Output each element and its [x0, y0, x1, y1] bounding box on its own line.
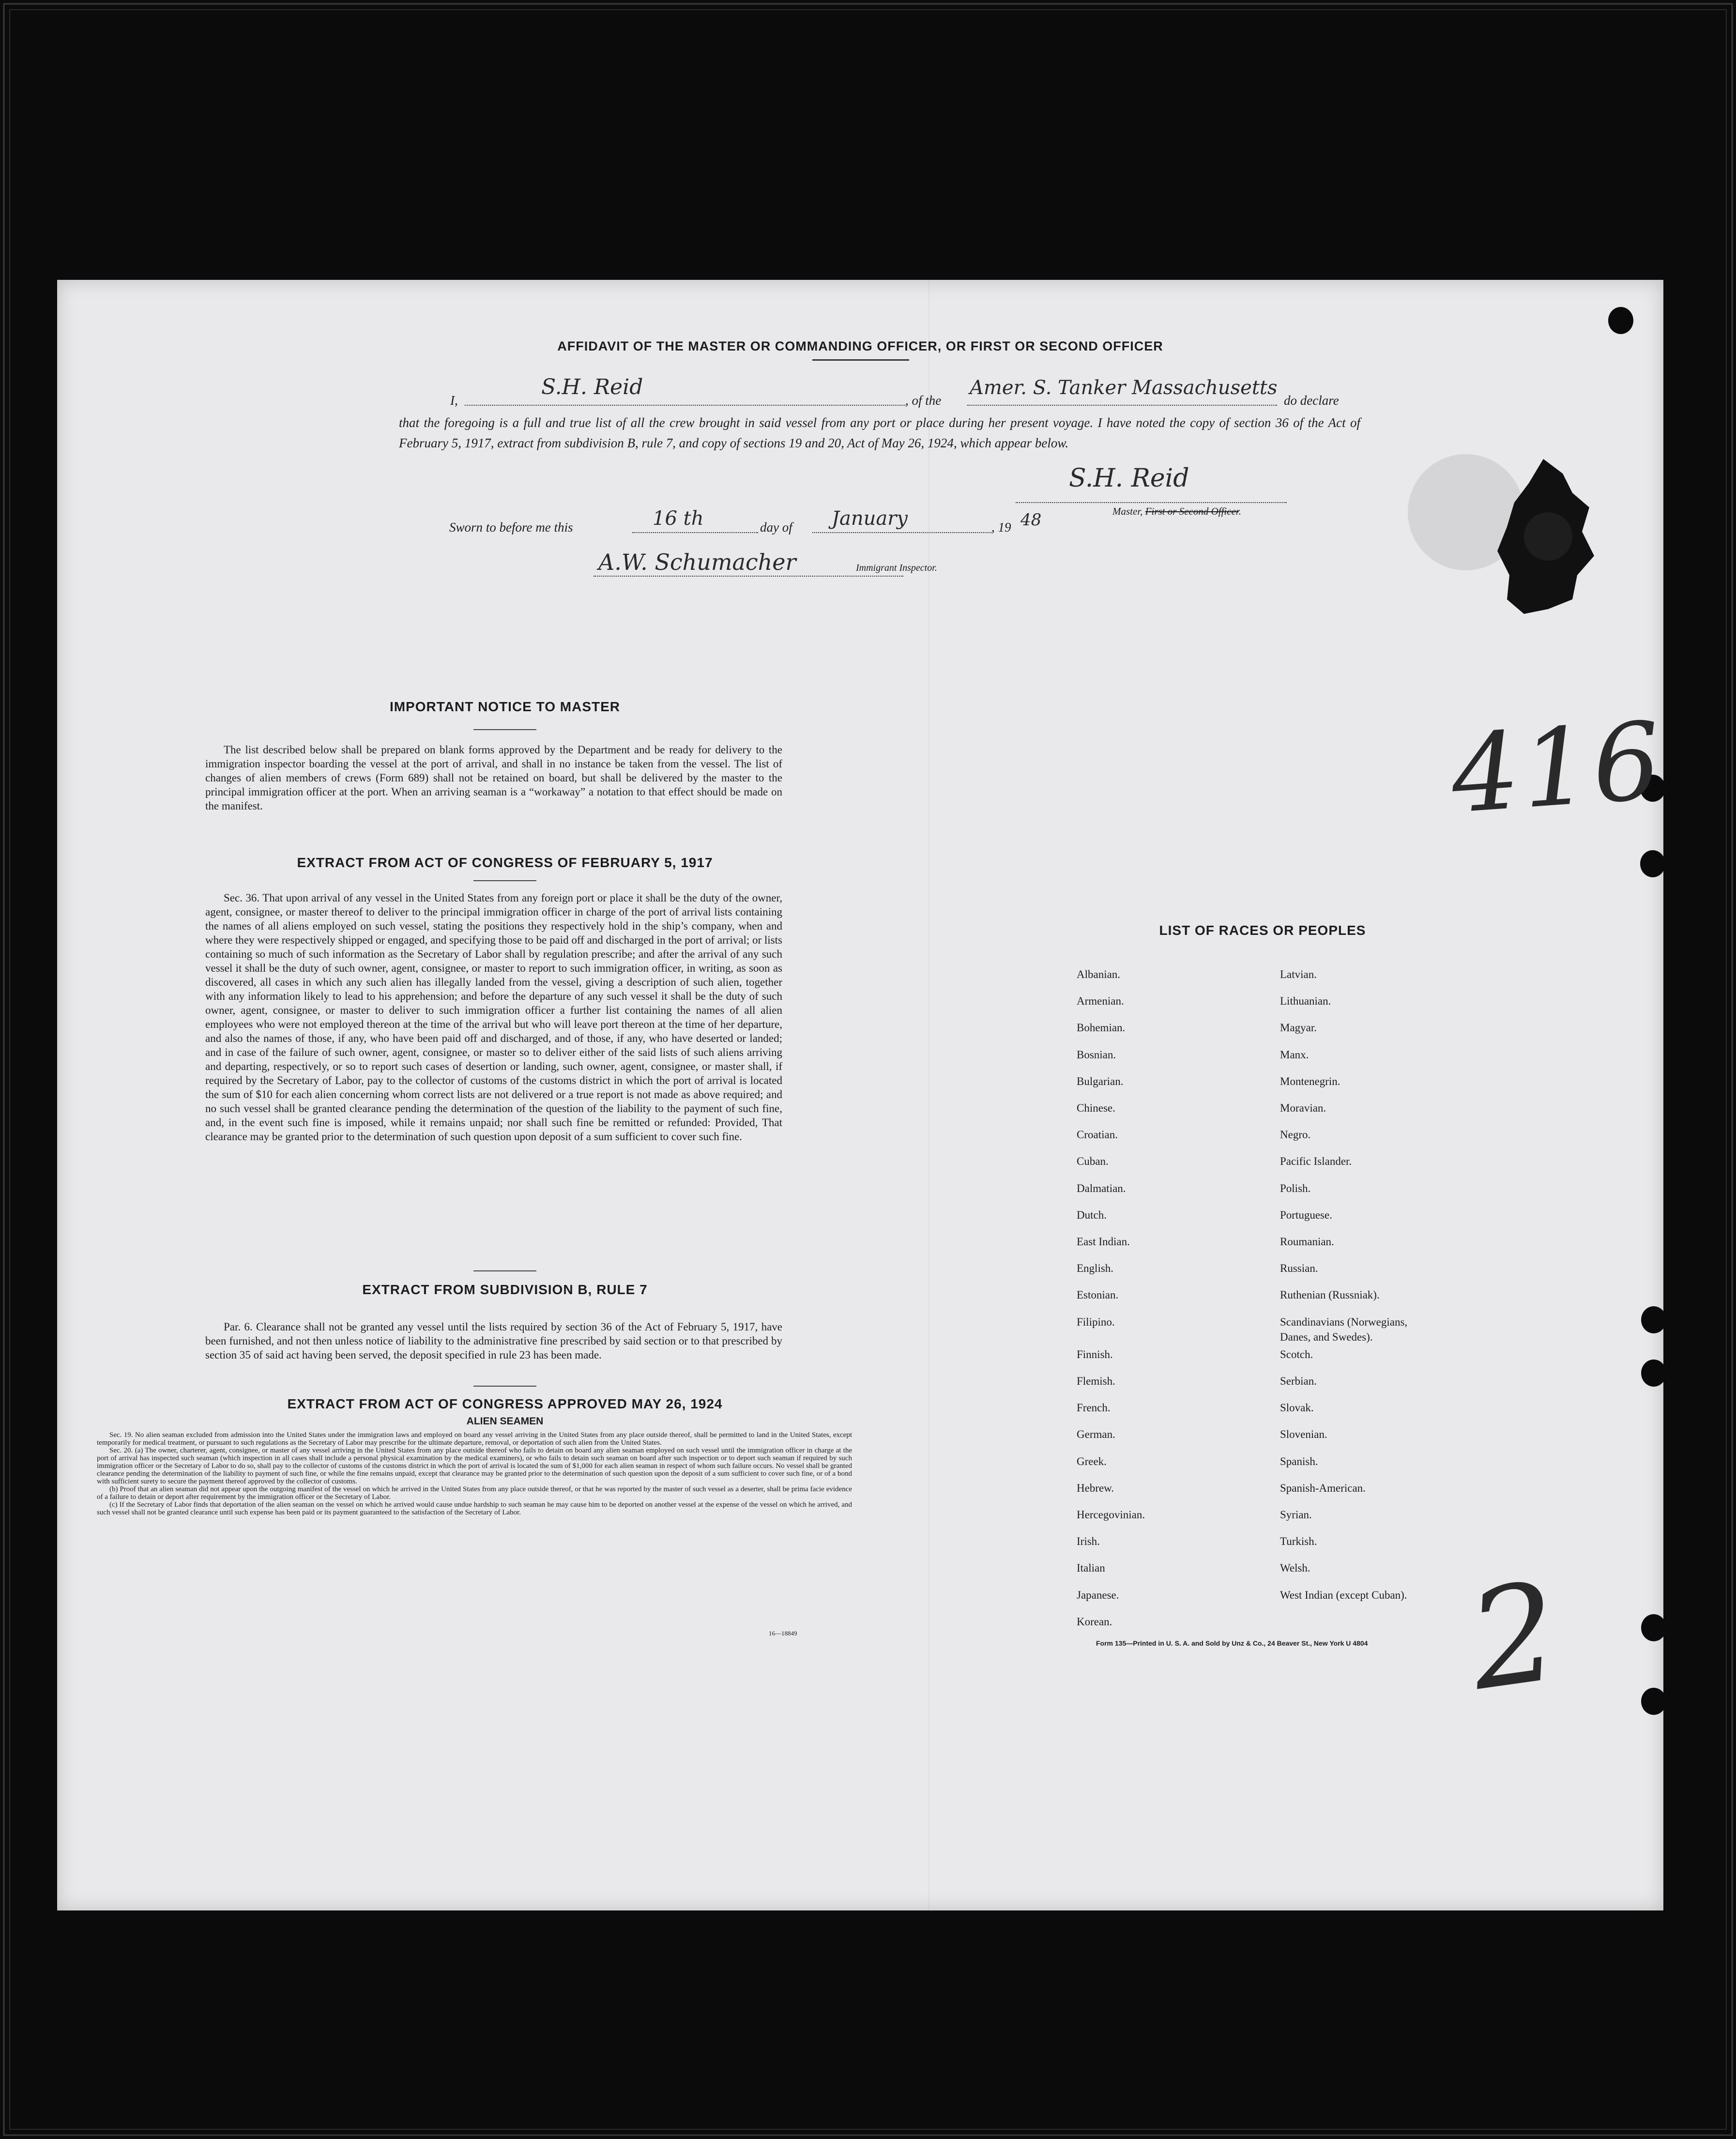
- sec-19-paragraph: Sec. 19. No alien seaman excluded from admission into the United States under the immigration laws and employed on board any vessel arriving in the United States from any place outside thereof, shall be permitted to land in the United States, except temporarily for medical treatment, or pursuant to such regulations as the Secretary of Labor may prescribe for the ultimate departure, removal, or deportation of such alien from the United States.: [97, 1431, 852, 1447]
- race-item: Negro.: [1280, 1129, 1311, 1141]
- affidavit-body: that the foregoing is a full and true list of all the crew brought in said vessel from any port or place during her present voyage. I have noted the copy of section 36 of the Act of February 5, 1917, extract from subdivision B, rule 7, and copy of sections 19 and 20, Act of May 26, 1924, which appear below.: [399, 415, 1360, 450]
- day-of-label: day of: [760, 520, 792, 535]
- race-item: Danes, and Swedes).: [1280, 1330, 1373, 1343]
- race-item: Dalmatian.: [1077, 1182, 1126, 1194]
- race-item: Magyar.: [1280, 1022, 1317, 1034]
- race-item: East Indian.: [1077, 1236, 1130, 1248]
- title-underline: [812, 359, 909, 361]
- race-item: Welsh.: [1280, 1562, 1310, 1574]
- race-item: Manx.: [1280, 1048, 1309, 1061]
- master-name-handwritten: S.H. Reid: [541, 375, 643, 399]
- race-item: Italian: [1077, 1562, 1105, 1574]
- race-item: Cuban.: [1077, 1155, 1109, 1168]
- race-item: Pacific Islander.: [1280, 1155, 1352, 1168]
- punch-hole: [1608, 307, 1633, 334]
- vessel-name-handwritten: Amer. S. Tanker Massachusetts: [970, 377, 1278, 399]
- race-item: Moravian.: [1280, 1102, 1326, 1114]
- extract-1917-body: Sec. 36. That upon arrival of any vessel in the United States from any foreign port or place it shall be the duty of the owner, agent, consignee, or master thereof to deliver to the principal immigration officer in charge of the port of arrival lists containing the names of all aliens employed on such vessel, stating the positions they respectively hold in the ship’s company, when and where they were respectively shipped or engaged, and specifying those to be paid off and discharged in the port of arrival; or lists containing so much of such information as the Secretary of Labor shall by regulation prescribe; and after the arrival of any such vessel it shall be the duty of such owner, agent, consignee, or master to report to such immigration officer, in writing, as soon as discovered, all cases in which any such alien has illegally landed from the vessel, giving a description of such alien, together with any information likely to lead to his apprehension; and before the departure of any such vessel it shall be the duty of such owner, agent, consignee, or master to deliver to such immigration officer a further list containing the names of all alien employees who were not employed thereon at the time of the arrival but who will leave port thereon at the time of her departure, and also the names of those, if any, who have been paid off and discharged, and of those, if any, who have deserted or landed; and in case of the failure of such owner, agent, consignee, or master so to deliver either of the said lists of such aliens arriving and departing, respectively, or so to report such cases of desertion or landing, such owner, agent, consignee, or master shall, if required by the Secretary of Labor, pay to the collector of customs of the customs district in which the port of arrival is located the sum of $10 for each alien concerning whom correct lists are not delivered or a true report is not made as above required; and no such vessel shall be granted clearance pending the determination of the question of the liability to the payment of such fine, and, in the event such fine is imposed, while it remains unpaid; nor shall such fine be remitted or refunded: Provided, That clearance may be granted prior to the determination of such question upon deposit of a sum sufficient to cover such fine.: [205, 892, 782, 1143]
- signature-title: [1112, 505, 1241, 518]
- race-item: Montenegrin.: [1280, 1075, 1340, 1087]
- sworn-month-line: [812, 531, 991, 533]
- handwritten-page-number: 416: [1447, 699, 1668, 837]
- races-title: LIST OF RACES OR PEOPLES: [1159, 923, 1366, 938]
- sworn-prefix: Sworn to before me this: [449, 520, 573, 535]
- race-item: Dutch.: [1077, 1208, 1107, 1221]
- race-item: Spanish-American.: [1280, 1482, 1366, 1494]
- race-item: Turkish.: [1280, 1535, 1317, 1548]
- extract-1924-body: [97, 1431, 852, 1516]
- inspector-title: Immigrant Inspector.: [856, 563, 937, 573]
- inspector-signature: A.W. Schumacher: [598, 549, 796, 575]
- sworn-day-line: [632, 531, 758, 533]
- race-item: Slovenian.: [1280, 1428, 1327, 1441]
- sec-20c-paragraph: (c) If the Secretary of Labor finds that deportation of the alien seaman on the vessel on which he arrived would cause undue hardship to such seaman he may cause him to be deported on another vessel at the expense of the vessel on which he arrived, and such vessel shall not be granted clearance until such expense has been paid or its payment guaranteed to the satisfaction of the Secretary of Labor.: [97, 1501, 852, 1516]
- sec-20b-paragraph: (b) Proof that an alien seaman did not appear upon the outgoing manifest of the vessel on which he arrived in the United States from any place outside thereof, or that he was reported by the master of such vessel as a deserter, shall be prima facie evidence of a failure to detain or deport after requirement by the immigration officer or the Secretary of Labor.: [97, 1485, 852, 1501]
- race-item: Flemish.: [1077, 1375, 1115, 1387]
- race-item: Armenian.: [1077, 995, 1124, 1008]
- document-sheet: [57, 280, 1668, 1910]
- alien-seamen-subtitle: ALIEN SEAMEN: [466, 1416, 544, 1427]
- title-end: .: [1238, 505, 1241, 517]
- race-item: Filipino.: [1077, 1315, 1115, 1328]
- race-item: Croatian.: [1077, 1129, 1118, 1141]
- declarant-prefix: I,: [450, 393, 458, 408]
- sec-20a-paragraph: Sec. 20. (a) The owner, charterer, agent, consignee, or master of any vessel arriving in the United States from any place outside thereof who fails to detain on board any alien seaman employed on such vessel until the immigration officer in charge at the port of arrival has inspected such seaman (which inspection in all cases shall include a personal physical examination by the medical examiners), or who fails to detain such seaman on board after such inspection or to deport such seaman if required by such immigration officer or the Secretary of Labor to do so, shall pay to the collector of customs of the customs district in which the port of arrival is located the sum of $1,000 for each alien seaman in respect of whom such failure occurs. No vessel shall be granted clearance pending the determination of the liability to payment of such fine, or while the fine remains unpaid, except that clearance may be granted prior to the determination of such question upon the deposit of a sum sufficient to cover such fine, or of a bond with sufficient surety to secure the payment thereof approved by the collector of customs.: [97, 1447, 852, 1485]
- race-item: Korean.: [1077, 1615, 1112, 1628]
- master-signature: S.H. Reid: [1069, 464, 1189, 493]
- subdivision-b-title: EXTRACT FROM SUBDIVISION B, RULE 7: [362, 1282, 648, 1297]
- divider: [473, 729, 536, 730]
- race-item: English.: [1077, 1262, 1114, 1275]
- race-item: Slovak.: [1280, 1402, 1314, 1414]
- affidavit-title: AFFIDAVIT OF THE MASTER OR COMMANDING OFFICER, OR FIRST OR SECOND OFFICER: [557, 339, 1163, 353]
- race-item: Bohemian.: [1077, 1022, 1126, 1034]
- race-item: Spanish.: [1280, 1455, 1318, 1467]
- punch-hole: [1640, 850, 1665, 877]
- race-item: Scotch.: [1280, 1348, 1313, 1360]
- race-item: Portuguese.: [1280, 1208, 1332, 1221]
- race-item: Serbian.: [1280, 1375, 1317, 1387]
- divider: [473, 1270, 536, 1271]
- race-item: Japanese.: [1077, 1589, 1119, 1601]
- race-item: Latvian.: [1280, 968, 1317, 980]
- punch-hole: [1641, 1306, 1666, 1333]
- notice-body: The list described below shall be prepared on blank forms approved by the Department and be ready for delivery to the immigration inspector boarding the vessel at the port of arrival, and shall in no instance be taken from the vessel. The list of changes of alien members of crews (Form 689) shall not be retained on board, but shall be delivered by the master to the principal immigration officer at the port. When an arriving seaman is a “workaway” a notation to that effect should be made on the manifest.: [205, 744, 782, 812]
- race-item: Bulgarian.: [1077, 1075, 1124, 1087]
- print-code: 16—18849: [769, 1630, 797, 1637]
- punch-hole: [1641, 1614, 1666, 1641]
- divider: [473, 1386, 536, 1387]
- year-prefix: , 19: [991, 520, 1011, 535]
- sworn-month-handwritten: January: [832, 507, 908, 530]
- race-item: Chinese.: [1077, 1102, 1115, 1114]
- race-item: Greek.: [1077, 1455, 1107, 1467]
- form-printer-note: Form 135—Printed in U. S. A. and Sold by Unz & Co., 24 Beaver St., New York U 4804: [1096, 1639, 1368, 1647]
- race-item: Irish.: [1077, 1535, 1100, 1548]
- race-item: Roumanian.: [1280, 1236, 1334, 1248]
- subdivision-b-body: Par. 6. Clearance shall not be granted any vessel until the lists required by section 36 of the Act of February 5, 1917, have been furnished, and not then unless notice of liability to the administrative fine prescribed by said section or to that prescribed by section 35 of said act having been served, the deposit specified in rule 23 has been made.: [205, 1321, 782, 1361]
- race-item: French.: [1077, 1402, 1111, 1414]
- race-item: Russian.: [1280, 1262, 1318, 1275]
- title-master: Master,: [1112, 505, 1145, 517]
- sworn-year-handwritten: 48: [1020, 510, 1042, 530]
- vessel-name-line: [967, 403, 1277, 406]
- notice-title: IMPORTANT NOTICE TO MASTER: [389, 699, 621, 714]
- race-item: Estonian.: [1077, 1289, 1119, 1301]
- punch-hole: [1641, 1360, 1666, 1387]
- sworn-day-handwritten: 16 th: [653, 507, 704, 530]
- do-declare-label: do declare: [1284, 393, 1339, 408]
- notary-seal: [1403, 440, 1606, 643]
- race-item: Bosnian.: [1077, 1048, 1116, 1061]
- divider: [473, 880, 536, 881]
- race-item: Ruthenian (Russniak).: [1280, 1289, 1380, 1301]
- race-item: German.: [1077, 1428, 1115, 1441]
- race-item: Hercegovinian.: [1077, 1509, 1145, 1521]
- race-item: West Indian (except Cuban).: [1280, 1589, 1407, 1601]
- handwritten-mark: 2: [1460, 1553, 1568, 1721]
- title-struck: First or Second Officer: [1145, 505, 1239, 517]
- punch-hole: [1641, 1688, 1666, 1715]
- extract-1924-title: EXTRACT FROM ACT OF CONGRESS APPROVED MAY 26, 1924: [287, 1396, 723, 1411]
- signature-line: [1016, 501, 1287, 503]
- race-item: Albanian.: [1077, 968, 1121, 980]
- extract-1917-title: EXTRACT FROM ACT OF CONGRESS OF FEBRUARY 5, 1917: [297, 855, 713, 870]
- race-item: Scandinavians (Norwegians,: [1280, 1315, 1408, 1328]
- race-item: Finnish.: [1077, 1348, 1113, 1360]
- master-name-line: [465, 403, 905, 406]
- race-item: Syrian.: [1280, 1509, 1312, 1521]
- race-item: Polish.: [1280, 1182, 1311, 1194]
- of-the-label: , of the: [905, 393, 942, 408]
- race-item: Hebrew.: [1077, 1482, 1114, 1494]
- race-item: Lithuanian.: [1280, 995, 1331, 1008]
